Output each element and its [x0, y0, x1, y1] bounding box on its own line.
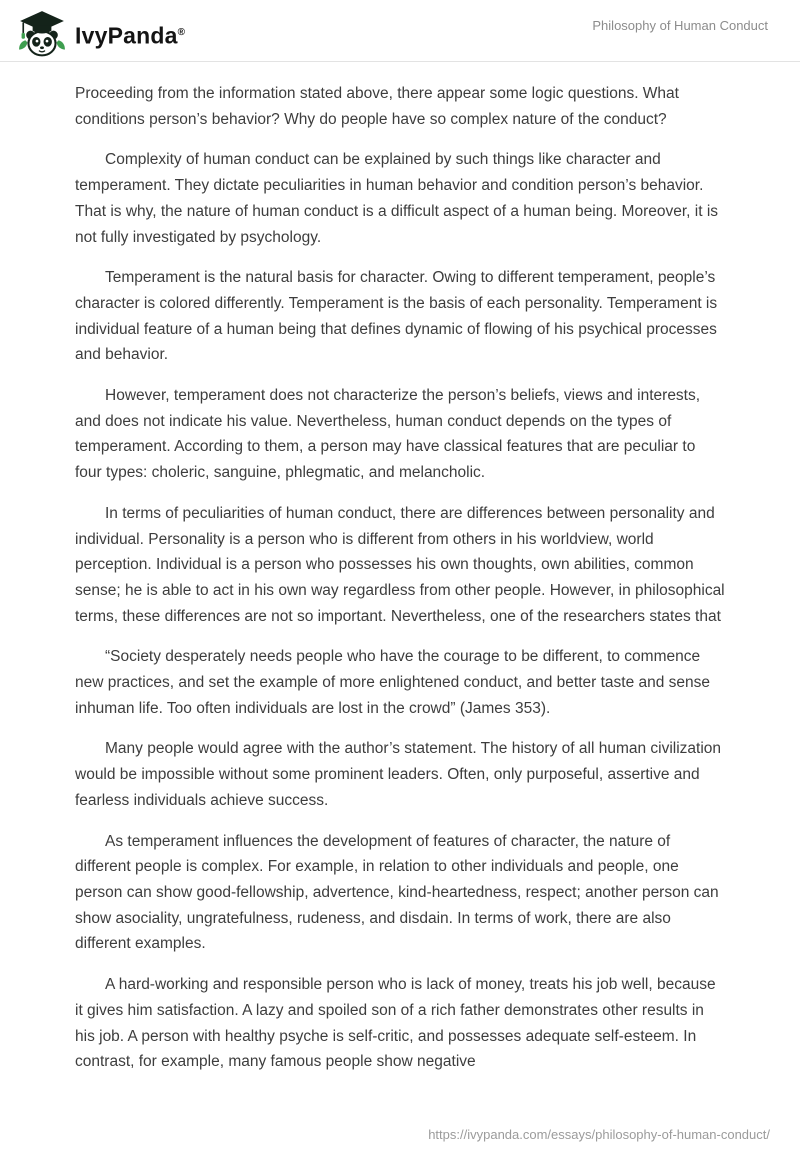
page-header: [0, 0, 800, 62]
paragraph: As temperament influences the development of features of character, the nature of different people is complex. For example, in relation to other individuals and people, one person can show good-fellowship, advertence, kind-heartedness, respect; another person can show asociality, ungratefulness, rudeness, and disdain. In terms of work, there are also different examples.: [75, 832, 719, 953]
paragraph: However, temperament does not characterize the person’s beliefs, views and interests, and does not indicate his value. Nevertheless, human conduct depends on the types of temperament. According to them, a person may have classical features that are peculiar to four types: choleric, sanguine, phlegmatic, and melancholic.: [75, 387, 701, 482]
paragraph: In terms of peculiarities of human conduct, there are differences between personality and individual. Personality is a person who is different from others in his worldview, world perception. Individual is a person who possesses his own thoughts, own abilities, common sense; he is able to act in his own way regardless from other people. However, in philosophical terms, these differences are not so important. Nevertheless, one of the researchers states that: [75, 504, 725, 625]
essay-body: [0, 62, 800, 1075]
paragraph: “Society desperately needs people who have the courage to be different, to commence new practices, and set the example of more enlightened conduct, and better taste and sense inhuman life. Too often individuals are lost in the crowd” (James 353).: [75, 648, 711, 717]
document-title: Philosophy of Human Conduct: [592, 18, 768, 33]
brand: [18, 8, 185, 61]
brand-name: IvyPanda®: [75, 22, 186, 49]
paragraph: Complexity of human conduct can be explained by such things like character and temperament. They dictate peculiarities in human behavior and condition person’s behavior. That is why, the nature of human conduct is a difficult aspect of a human being. Moreover, it is not fully investigated by psychology.: [75, 151, 719, 246]
registered-trademark: ®: [177, 27, 186, 38]
paragraph: A hard-working and responsible person who is lack of money, treats his job well, because it gives him satisfaction. A lazy and spoiled son of a rich father demonstrates other results in his job. A person with healthy psyche is self-critic, and possesses adequate self-esteem. In contrast, for example, many famous people show negative: [75, 976, 716, 1071]
paragraph: Many people would agree with the author’s statement. The history of all human civilization would be impossible without some prominent leaders. Often, only purposeful, assertive and fearless individuals achieve success.: [75, 740, 722, 809]
paragraph: Proceeding from the information stated above, there appear some logic questions. What conditions person’s behavior? Why do people have so complex nature of the conduct?: [75, 85, 679, 128]
ivypanda-logo-icon: [18, 9, 66, 59]
paragraph: Temperament is the natural basis for character. Owing to different temperament, people’s character is colored differently. Temperament is the basis of each personality. Temperament is individual feature of a human being that defines dynamic of flowing of his psychical processes and behavior.: [75, 269, 718, 364]
source-url: https://ivypanda.com/essays/philosophy-of-human-conduct/: [428, 1127, 770, 1142]
